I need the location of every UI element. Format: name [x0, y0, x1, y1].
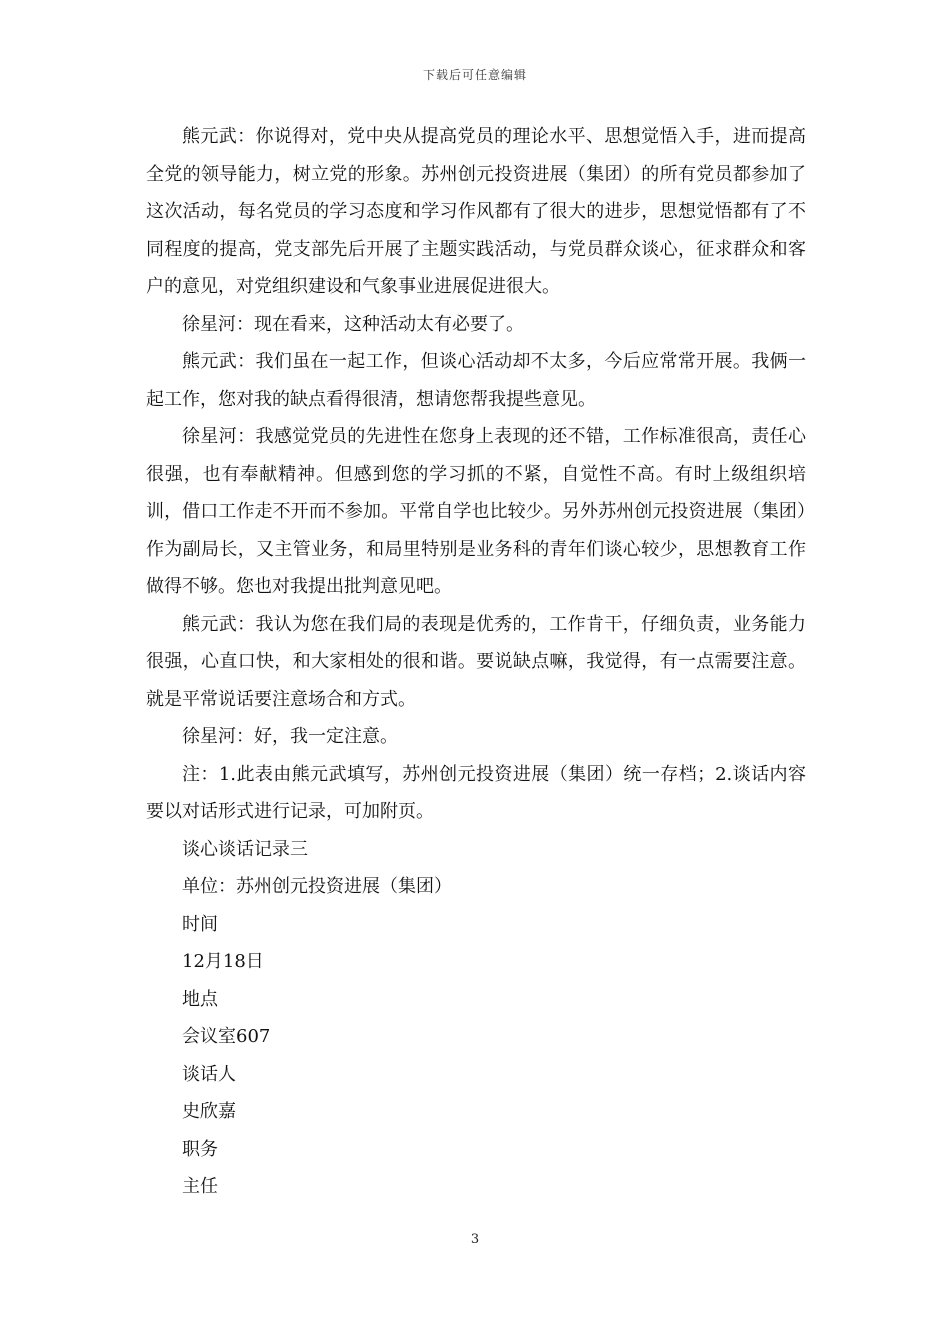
paragraph-xiong-2: 熊元武：我们虽在一起工作，但谈心活动却不太多，今后应常常开展。我俩一起工作，您对我的缺点看得很清，想请您帮我提些意见。	[146, 351, 806, 410]
page-header: 下载后可任意编辑	[422, 68, 527, 82]
paragraph-xiong-3: 熊元武：我认为您在我们局的表现是优秀的，工作肯干，仔细负责，业务能力很强，心直口快，和大家相处的很和谐。要说缺点嘛，我觉得，有一点需要注意。就是平常说话要注意场合和方式。	[146, 613, 806, 710]
position-value: 主任	[182, 1176, 218, 1197]
time-label: 时间	[182, 913, 218, 935]
location-label: 地点	[182, 988, 218, 1010]
note-paragraph: 注：1.此表由熊元武填写，苏州创元投资进展（集团）统一存档；2.谈话内容要以对话形式进行记录，可加附页。	[146, 763, 806, 822]
record-title: 谈心谈话记录三	[182, 838, 308, 860]
document-body	[146, 118, 806, 1206]
position-label: 职务	[182, 1138, 218, 1160]
unit-line: 单位：苏州创元投资进展（集团）	[182, 876, 452, 897]
speaker-label: 谈话人	[182, 1063, 236, 1085]
paragraph-xu-1: 徐星河：现在看来，这种活动太有必要了。	[182, 313, 524, 335]
time-value: 12月18日	[182, 951, 264, 972]
speaker-value: 史欣嘉	[182, 1101, 236, 1122]
paragraph-xu-3: 徐星河：好，我一定注意。	[182, 726, 398, 747]
paragraph-xiong-1: 熊元武：你说得对，党中央从提高党员的理论水平、思想觉悟入手，进而提高全党的领导能力，树立党的形象。苏州创元投资进展（集团）的所有党员都参加了这次活动，每名党员的学习态度和学习作风都有了很大的进步，思想觉悟都有了不同程度的提高，党支部先后开展了主题实践活动，与党员群众谈心，征求群众和客户的意见，对党组织建设和气象事业进展促进很大。	[146, 126, 806, 297]
paragraph-xu-2: 徐星河：我感觉党员的先进性在您身上表现的还不错，工作标准很高，责任心很强，也有奉献精神。但感到您的学习抓的不紧，自觉性不高。有时上级组织培训，借口工作走不开而不参加。平常自学也比较少。另外苏州创元投资进展（集团）作为副局长，又主管业务，和局里特别是业务科的青年们谈心较少，思想教育工作做得不够。您也对我提出批判意见吧。	[146, 426, 806, 597]
page-number: 3	[470, 1232, 480, 1247]
location-value: 会议室607	[182, 1026, 271, 1047]
